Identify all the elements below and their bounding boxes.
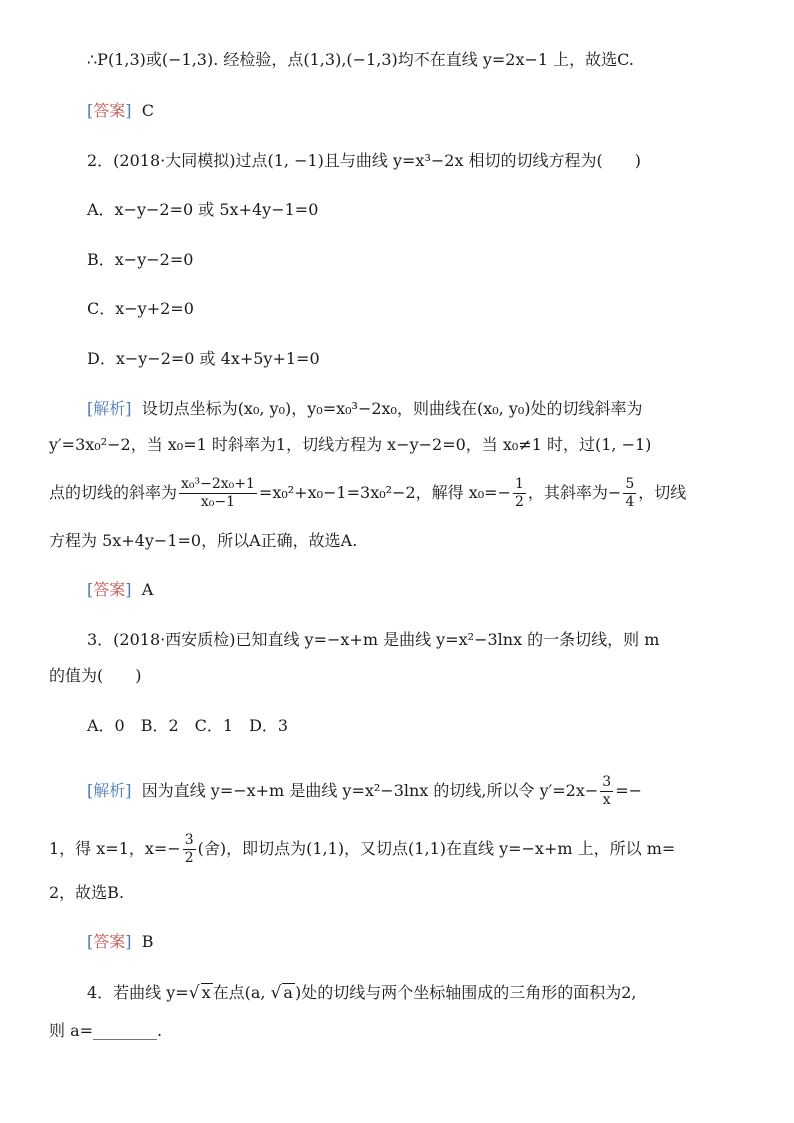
q2-analysis-line4: 方程为 5x+4y−1=0，所以A正确，故选A. <box>49 531 358 550</box>
q2-option-d: D．x−y−2=0 或 4x+5y+1=0 <box>87 349 320 368</box>
q1-conclusion-line: ∴P(1,3)或(−1,3). 经检验，点(1,3),(−1,3)均不在直线 y=2x−1 上，故选C. <box>87 50 634 69</box>
q2-analysis-line1: [解析] 设切点坐标为(x₀, y₀)，y₀=x₀³−2x₀，则曲线在(x₀, y₀)处的切线斜率为 <box>87 399 643 418</box>
q2-answer <box>87 578 153 602</box>
sqrt-sign: √ <box>188 983 200 1003</box>
fraction: $\frac{3}{x}$ <box>602 774 612 808</box>
answer-tag: [答案] <box>87 932 132 951</box>
fraction: $\frac{3}{2}$ <box>184 832 194 866</box>
q3-analysis-line3: 2，故选B. <box>49 883 125 902</box>
q2-option-c: C．x−y+2=0 <box>87 299 194 318</box>
sqrt-sign: √ <box>270 983 282 1003</box>
q4-stem-line1: 4．若曲线 y=√ x 在点(a, √ a )处的切线与两个坐标轴围成的三角形的面积为2, <box>87 983 637 1003</box>
q2-analysis-line2: y′=3x₀²−2，当 x₀=1 时斜率为1，切线方程为 x−y−2=0，当 x₀≠1 时，过(1, −1) <box>49 435 652 454</box>
q2-analysis-line3: 点的切线的斜率为 $\frac{\text{x₀³−2x₀+1}}{\text{x₀−1}}$ =x₀²+x₀−1=3x₀²−2，解得 x₀=− $\frac{1}{2}$ ，其斜率为− $\frac{5}{4}$ ，切线 <box>49 476 687 510</box>
q3-answer <box>87 930 153 954</box>
answer-value: C <box>141 101 154 120</box>
analysis-tag: [解析] <box>87 781 132 800</box>
q3-stem-line1: 3．(2018·西安质检)已知直线 y=−x+m 是曲线 y=x²−3lnx 的一条切线，则 m <box>87 630 660 649</box>
answer-tag: [答案] <box>87 101 132 120</box>
q1-answer <box>87 99 154 123</box>
answer-value: A <box>141 580 154 599</box>
fraction: $\frac{5}{4}$ <box>625 476 635 510</box>
q3-analysis-line1: [解析] 因为直线 y=−x+m 是曲线 y=x²−3lnx 的切线,所以令 y′=2x− $\frac{3}{x}$ =− <box>87 774 642 808</box>
q3-analysis-line2: 1，得 x=1，x=− $\frac{3}{2}$ (舍)，即切点为(1,1)，又切点(1,1)在直线 y=−x+m 上，所以 m= <box>49 832 676 866</box>
fraction: $\frac{1}{2}$ <box>514 476 524 510</box>
q3-options: A．0 B．2 C．1 D．3 <box>87 716 289 735</box>
q2-stem: 2．(2018·大同模拟)过点(1, −1)且与曲线 y=x³−2x 相切的切线方程为( ) <box>87 151 642 170</box>
q4-stem-line2: 则 a=________. <box>49 1021 163 1040</box>
answer-value: B <box>141 932 154 951</box>
answer-tag: [答案] <box>87 580 132 599</box>
q2-option-b: B．x−y−2=0 <box>87 250 194 269</box>
q2-option-a: A．x−y−2=0 或 5x+4y−1=0 <box>87 200 319 219</box>
q3-stem-line2: 的值为( ) <box>49 666 142 685</box>
analysis-tag: [解析] <box>87 399 132 418</box>
fraction: $\frac{\text{x₀³−2x₀+1}}{\text{x₀−1}}$ <box>181 476 255 510</box>
